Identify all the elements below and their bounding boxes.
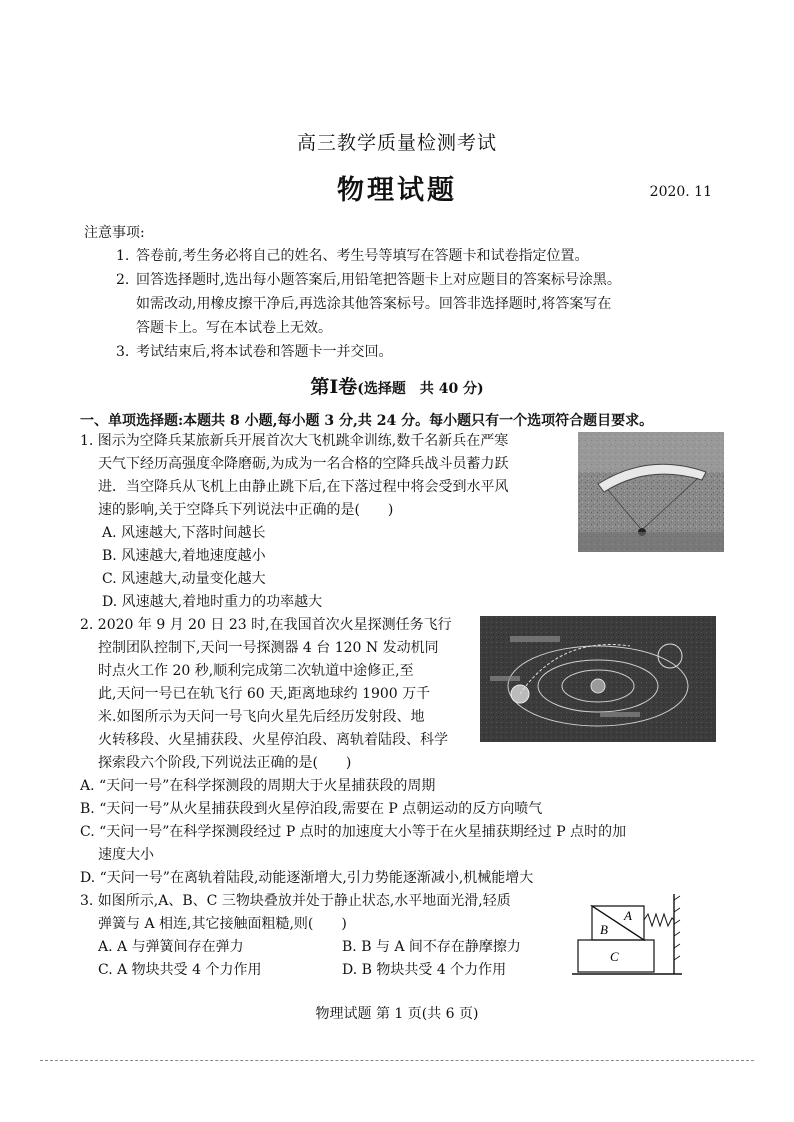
question-3-stem bbox=[80, 890, 580, 936]
question-stem-line: 进．当空降兵从飞机上由静止跳下后,在下落过程中将会受到水平风 bbox=[98, 479, 509, 495]
section-subtitle: (选择题 共 40 分) bbox=[357, 381, 484, 397]
label-a: A bbox=[624, 908, 632, 923]
label-c: C bbox=[610, 949, 619, 964]
question-2-option-c: C. “天问一号”在科学探测段经过 P 点时的加速度大小等于在火星捕获期经过 P 点时的加 bbox=[80, 824, 627, 840]
question-stem-line: 控制团队控制下,天问一号探测器 4 台 120 N 发动机同 bbox=[98, 640, 439, 656]
question-stem-line: 2. 2020 年 9 月 20 日 23 时,在我国首次火星探测任务飞行 bbox=[80, 617, 452, 633]
question-3-option-a: A. A 与弹簧间存在弹力 bbox=[98, 939, 244, 955]
question-2-stem bbox=[80, 614, 480, 775]
question-stem-line: 3. 如图所示,A、B、C 三物块叠放并处于静止状态,水平地面光滑,轻质 bbox=[80, 893, 511, 909]
question-1-stem bbox=[80, 430, 570, 522]
exam-date: 2020. 11 bbox=[649, 184, 712, 200]
notice-item-text: 考试结束后,将本试卷和答题卡一并交回。 bbox=[136, 344, 393, 360]
notice-item-3 bbox=[116, 340, 686, 364]
notice-item-text: 如需改动,用橡皮擦干净后,再选涂其他答案标号。回答非选择题时,将答案写在 bbox=[136, 296, 612, 312]
question-1-option-d: D. 风速越大,着地时重力的功率越大 bbox=[102, 594, 323, 610]
notice-item-2 bbox=[116, 268, 686, 340]
notice-item-number: 1. bbox=[116, 248, 130, 264]
section-title: 第Ⅰ卷 bbox=[310, 376, 358, 398]
question-1-option-c: C. 风速越大,动量变化越大 bbox=[102, 571, 266, 587]
question-2-option-b: B. “天问一号”从火星捕获段到火星停泊段,需要在 P 点朝运动的反方向喷气 bbox=[80, 801, 543, 817]
notice-item-text: 回答选择题时,选出每小题答案后,用铅笔把答题卡上对应题目的答案标号涂黑。 bbox=[136, 272, 621, 288]
label-b: B bbox=[600, 922, 608, 937]
question-stem-line: 探索段六个阶段,下列说法正确的是( ) bbox=[98, 755, 352, 771]
question-3-option-c: C. A 物块共受 4 个力作用 bbox=[98, 962, 262, 978]
question-3-option-b: B. B 与 A 间不存在静摩擦力 bbox=[342, 939, 521, 955]
question-3-option-d: D. B 物块共受 4 个力作用 bbox=[342, 962, 507, 978]
question-stem-line: 此,天问一号已在轨飞行 60 天,距离地球约 1900 万千 bbox=[98, 686, 431, 702]
section-instructions: 一、单项选择题:本题共 8 小题,每小题 3 分,共 24 分。每小题只有一个选项符合题目要求。 bbox=[80, 413, 654, 429]
question-stem-line: 1. 图示为空降兵某旅新兵开展首次大飞机跳伞训练,数千名新兵在严寒 bbox=[80, 433, 509, 449]
notice-heading: 注意事项: bbox=[84, 225, 145, 241]
notice-item-number: 3. bbox=[116, 344, 130, 360]
subject-title: 物理试题 bbox=[337, 175, 457, 206]
notice-item-number: 2. bbox=[116, 272, 130, 288]
question-stem-line: 米.如图所示为天问一号飞向火星先后经历发射段、地 bbox=[98, 709, 425, 725]
notice-item-1 bbox=[116, 244, 686, 268]
notice-item-text: 答题卡上。写在本试卷上无效。 bbox=[136, 320, 332, 336]
question-1-option-a: A. 风速越大,下落时间越长 bbox=[102, 525, 266, 541]
question-stem-line: 弹簧与 A 相连,其它接触面粗糙,则( ) bbox=[98, 916, 347, 932]
blocks-spring-diagram bbox=[570, 890, 686, 978]
question-stem-line: 时点火工作 20 秒,顺利完成第二次轨道中途修正,至 bbox=[98, 663, 414, 679]
spring-icon bbox=[644, 914, 674, 926]
mars-mission-diagram bbox=[480, 616, 716, 742]
question-2-option-d: D. “天问一号”在离轨着陆段,动能逐渐增大,引力势能逐渐减小,机械能增大 bbox=[80, 870, 534, 886]
question-stem-line: 天气下经历高强度伞降磨砺,为成为一名合格的空降兵战斗员蓄力跃 bbox=[98, 456, 509, 472]
question-1-option-b: B. 风速越大,着地速度越小 bbox=[102, 548, 266, 564]
question-2-option-a: A. “天问一号”在科学探测段的周期大于火星捕获段的周期 bbox=[80, 778, 436, 794]
question-stem-line: 速的影响,关于空降兵下列说法中正确的是( ) bbox=[98, 502, 394, 518]
question-stem-line: 火转移段、火星捕获段、火星停泊段、离轨着陆段、科学 bbox=[98, 732, 448, 748]
question-2-option-c-cont: 速度大小 bbox=[98, 847, 154, 863]
section-heading bbox=[0, 372, 794, 399]
scan-divider bbox=[40, 1060, 754, 1061]
exam-title: 高三教学质量检测考试 bbox=[296, 132, 497, 154]
parachute-photo bbox=[578, 432, 724, 552]
notice-item-text: 答卷前,考生务必将自己的姓名、考生号等填写在答题卡和试卷指定位置。 bbox=[136, 248, 589, 264]
page-footer: 物理试题 第 1 页(共 6 页) bbox=[315, 1006, 479, 1022]
